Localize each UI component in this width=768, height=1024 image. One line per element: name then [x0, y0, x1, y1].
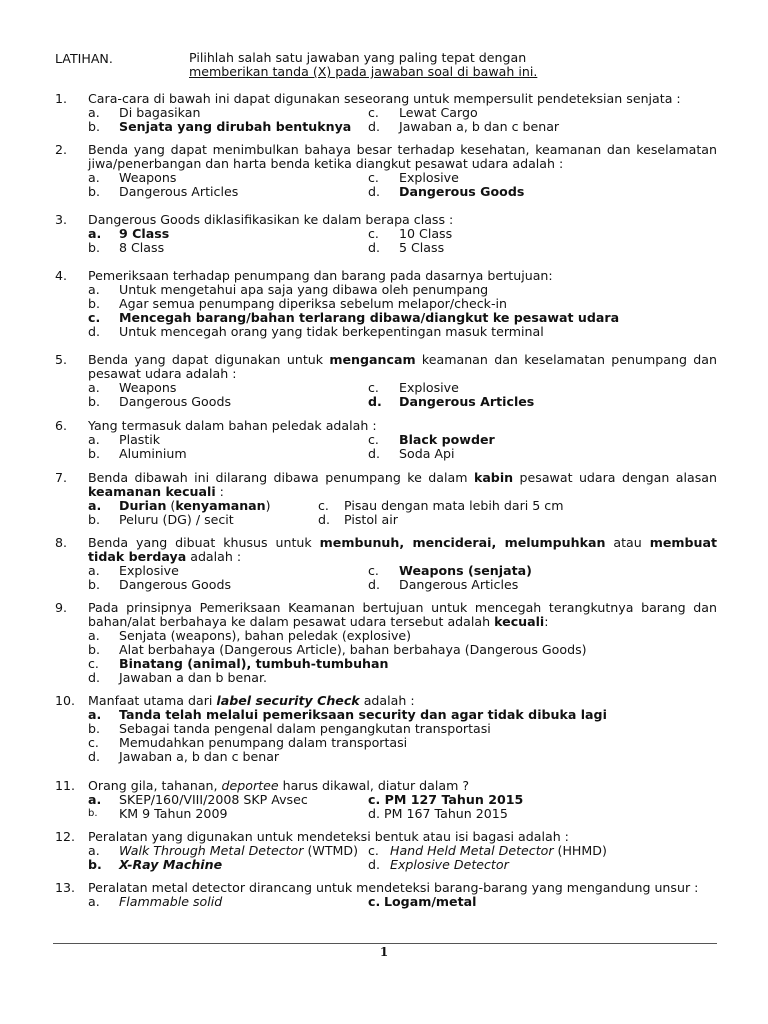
instruction-line-2: memberikan tanda (X) pada jawaban soal di bawah ini.	[189, 64, 538, 79]
question-13	[55, 881, 717, 909]
question-number: 2.	[55, 142, 68, 157]
option-b: Alat berbahaya (Dangerous Article), bahan berbahaya (Dangerous Goods)	[119, 642, 587, 657]
option-a: Flammable solid	[119, 894, 223, 909]
question-text: Manfaat utama dari label security Check adalah :	[88, 693, 415, 708]
option-letter: b.	[88, 642, 100, 657]
question-number: 8.	[55, 535, 68, 550]
option-d: Dangerous Goods	[399, 184, 525, 199]
option-b: X-Ray Machine	[119, 857, 223, 872]
option-letter: a.	[88, 628, 100, 643]
option-letter: d.	[368, 184, 380, 199]
question-5	[55, 353, 717, 409]
question-text: Cara-cara di bawah ini dapat digunakan seseorang untuk mempersulit pendeteksian senjata :	[88, 91, 681, 106]
option-a: Tanda telah melalui pemeriksaan security dan agar tidak dibuka lagi	[119, 707, 607, 722]
option-letter: c.	[368, 894, 381, 909]
option-letter: c.	[368, 170, 379, 185]
footer-divider	[53, 943, 717, 944]
option-letter: c.	[88, 310, 101, 325]
option-b: Dangerous Goods	[119, 394, 232, 409]
option-letter: c.	[368, 432, 379, 447]
option-a: 9 Class	[119, 226, 170, 241]
option-c: Logam/metal	[384, 894, 477, 909]
option-letter: b.	[88, 512, 100, 527]
option-c: Memudahkan penumpang dalam transportasi	[119, 735, 408, 750]
option-letter: a.	[88, 432, 100, 447]
option-letter: c.	[88, 656, 99, 671]
option-c: c. PM 127 Tahun 2015	[368, 792, 524, 807]
question-text: Pada prinsipnya Pemeriksaan Keamanan bertujuan untuk mencegah terangkutnya barang dan bahan/alat berbahaya ke dalam pesawat udara tersebut adalah kecuali:	[88, 600, 717, 629]
option-letter: a.	[88, 105, 100, 120]
option-letter: a.	[88, 226, 102, 241]
question-6	[55, 419, 717, 461]
option-d: Jawaban a, b dan c benar	[119, 749, 280, 764]
option-c: Mencegah barang/bahan terlarang dibawa/diangkut ke pesawat udara	[119, 310, 620, 325]
option-letter: a.	[88, 563, 100, 578]
option-c: Explosive	[399, 170, 459, 185]
option-letter: c.	[368, 380, 379, 395]
option-letter: c.	[368, 105, 379, 120]
option-letter: b.	[88, 119, 100, 134]
option-letter: b.	[88, 577, 100, 592]
question-number: 1.	[55, 91, 68, 106]
option-letter: a.	[88, 707, 102, 722]
option-d: 5 Class	[399, 240, 445, 255]
question-text: Yang termasuk dalam bahan peledak adalah :	[88, 418, 377, 433]
option-b: Senjata yang dirubah bentuknya	[119, 119, 352, 134]
question-text: Benda yang dapat menimbulkan bahaya besar terhadap kesehatan, keamanan dan keselamatan jiwa/penerbangan dan harta benda ketika diangkut pesawat udara adalah :	[88, 142, 717, 171]
option-a: Senjata (weapons), bahan peledak (explosive)	[119, 628, 412, 643]
option-letter: d.	[88, 749, 100, 764]
option-d: Explosive Detector	[390, 857, 509, 872]
question-number: 7.	[55, 470, 68, 485]
option-letter: a.	[88, 894, 100, 909]
option-letter: b.	[88, 446, 100, 461]
option-d: Dangerous Articles	[399, 577, 519, 592]
option-letter: d.	[318, 512, 330, 527]
option-letter: d.	[368, 577, 380, 592]
option-letter: d.	[368, 119, 380, 134]
option-letter: d.	[368, 240, 380, 255]
option-a: Durian (kenyamanan)	[119, 498, 271, 513]
question-1	[55, 92, 717, 134]
question-number: 6.	[55, 418, 68, 433]
question-9	[55, 601, 717, 685]
option-letter: c.	[368, 843, 379, 858]
question-text: Peralatan yang digunakan untuk mendeteksi bentuk atau isi bagasi adalah :	[88, 829, 569, 844]
option-letter: c.	[318, 498, 329, 513]
option-c: Hand Held Metal Detector (HHMD)	[390, 843, 607, 858]
option-d: Soda Api	[399, 446, 455, 461]
option-letter: a.	[88, 792, 102, 807]
question-text: Benda yang dapat digunakan untuk mengancam keamanan dan keselamatan penumpang dan pesawat udara adalah :	[88, 352, 717, 381]
page-number: 1	[379, 945, 389, 959]
question-7	[55, 471, 717, 527]
option-letter: d.	[88, 670, 100, 685]
option-letter: d.	[368, 394, 382, 409]
option-c: Black powder	[399, 432, 495, 447]
question-11	[55, 779, 717, 821]
option-a: Explosive	[119, 563, 179, 578]
option-d: Dangerous Articles	[399, 394, 535, 409]
option-letter: b.	[88, 721, 100, 736]
question-text: Dangerous Goods diklasifikasikan ke dalam berapa class :	[88, 212, 454, 227]
option-letter: d.	[368, 857, 380, 872]
option-c: Lewat Cargo	[399, 105, 478, 120]
question-text: Pemeriksaan terhadap penumpang dan barang pada dasarnya bertujuan:	[88, 268, 553, 283]
option-letter: a.	[88, 170, 100, 185]
option-letter: a.	[88, 380, 100, 395]
option-c: Pisau dengan mata lebih dari 5 cm	[344, 498, 564, 513]
option-letter: b.	[88, 296, 100, 311]
option-letter: b.	[88, 184, 100, 199]
question-4	[55, 269, 717, 339]
option-c: Explosive	[399, 380, 459, 395]
option-b: Sebagai tanda pengenal dalam pengangkutan transportasi	[119, 721, 491, 736]
option-d: Jawaban a dan b benar.	[119, 670, 268, 685]
question-text: Orang gila, tahanan, deportee harus dikawal, diatur dalam ?	[88, 778, 470, 793]
question-number: 3.	[55, 212, 68, 227]
question-number: 9.	[55, 600, 68, 615]
option-letter: b.	[88, 808, 98, 819]
option-d: d. PM 167 Tahun 2015	[368, 806, 508, 821]
question-text: Benda dibawah ini dilarang dibawa penumpang ke dalam kabin pesawat udara dengan alasan keamanan kecuali :	[88, 470, 717, 499]
option-d: Untuk mencegah orang yang tidak berkepentingan masuk terminal	[119, 324, 544, 339]
option-letter: d.	[88, 324, 100, 339]
question-number: 11.	[55, 778, 76, 793]
option-letter: c.	[368, 563, 379, 578]
question-number: 12.	[55, 829, 76, 844]
option-letter: c.	[88, 735, 99, 750]
question-number: 5.	[55, 352, 68, 367]
option-letter: b.	[88, 240, 100, 255]
option-c: Weapons (senjata)	[399, 563, 532, 578]
option-b: KM 9 Tahun 2009	[119, 806, 228, 821]
option-d: Jawaban a, b dan c benar	[399, 119, 560, 134]
option-b: Aluminium	[119, 446, 187, 461]
question-10	[55, 694, 717, 764]
option-c: Binatang (animal), tumbuh-tumbuhan	[119, 656, 389, 671]
option-b: Dangerous Goods	[119, 577, 232, 592]
exercise-instruction	[189, 51, 537, 79]
option-a: SKEP/160/VIII/2008 SKP Avsec	[119, 792, 308, 807]
option-a: Di bagasikan	[119, 105, 201, 120]
option-d: Pistol air	[344, 512, 398, 527]
question-8	[55, 536, 717, 592]
question-12	[55, 830, 717, 872]
option-letter: a.	[88, 282, 100, 297]
question-number: 4.	[55, 268, 68, 283]
instruction-line-1: Pilihlah salah satu jawaban yang paling tepat dengan	[189, 50, 527, 65]
option-letter: a.	[88, 843, 100, 858]
question-3	[55, 213, 717, 255]
option-b: Peluru (DG) / secit	[119, 512, 234, 527]
option-letter: b.	[88, 394, 100, 409]
question-2	[55, 143, 717, 199]
option-letter: a.	[88, 498, 102, 513]
option-b: Agar semua penumpang diperiksa sebelum melapor/check-in	[119, 296, 507, 311]
option-letter: c.	[368, 226, 379, 241]
question-text: Peralatan metal detector dirancang untuk mendeteksi barang-barang yang mengandung unsur :	[88, 880, 699, 895]
option-b: 8 Class	[119, 240, 165, 255]
option-a: Walk Through Metal Detector (WTMD)	[119, 843, 358, 858]
option-a: Untuk mengetahui apa saja yang dibawa oleh penumpang	[119, 282, 489, 297]
option-a: Plastik	[119, 432, 161, 447]
option-a: Weapons	[119, 380, 177, 395]
exercise-label: LATIHAN.	[55, 51, 113, 66]
option-letter: b.	[88, 857, 102, 872]
option-c: 10 Class	[399, 226, 453, 241]
option-b: Dangerous Articles	[119, 184, 239, 199]
option-a: Weapons	[119, 170, 177, 185]
question-number: 13.	[55, 880, 76, 895]
question-number: 10.	[55, 693, 76, 708]
question-text: Benda yang dibuat khusus untuk membunuh, menciderai, melumpuhkan atau membuat tidak berdaya adalah :	[88, 535, 717, 564]
option-letter: d.	[368, 446, 380, 461]
